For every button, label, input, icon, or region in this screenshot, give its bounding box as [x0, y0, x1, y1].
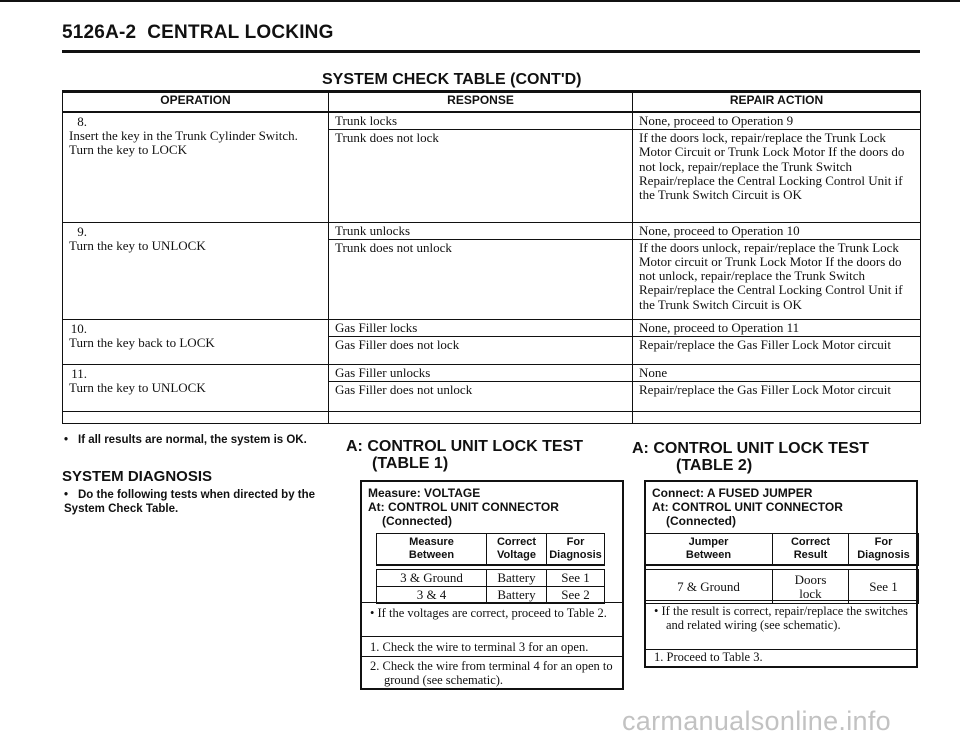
- header-rule: [62, 50, 920, 53]
- response-ok: Gas Filler locks: [329, 320, 632, 337]
- system-check-table: [62, 90, 921, 424]
- repair-fail: If the doors lock, repair/replace the Trunk Lock Motor Circuit or Trunk Lock Motor If the doors do not lock, repair/replace the Trunk Switch Repair/replace the Central Locking Control Unit if the Trunk Switch Circuit is OK: [639, 130, 905, 203]
- test1-note: • If the voltages are correct, proceed to Table 2.: [370, 606, 607, 620]
- repair-fail: Repair/replace the Gas Filler Lock Motor circuit: [639, 336, 891, 352]
- table-row: [63, 112, 921, 222]
- response-cell: [329, 364, 633, 411]
- table-row: 7 & Ground Doors lock See 1: [645, 570, 919, 604]
- repair-fail: Repair/replace the Gas Filler Lock Motor circuit: [639, 381, 891, 397]
- test2-col-result: Correct Result: [773, 534, 849, 566]
- operation-cell: 9.Turn the key to UNLOCK: [63, 222, 329, 319]
- test2-note: • If the result is correct, repair/replace the switches and related wiring (see schematic).: [654, 604, 908, 632]
- repair-cell: [633, 222, 921, 319]
- table-row: 3 & 4 Battery See 2: [377, 587, 605, 604]
- test2-box: [644, 480, 918, 668]
- col-repair: REPAIR ACTION: [633, 92, 921, 113]
- page-header: [62, 22, 334, 44]
- test2-table: [644, 533, 919, 604]
- repair-ok: None, proceed to Operation 10: [633, 223, 920, 240]
- test2-connect: Connect: A FUSED JUMPER: [652, 486, 813, 500]
- test1-at: At: CONTROL UNIT CONNECTOR: [368, 500, 559, 514]
- repair-ok: None, proceed to Operation 9: [633, 113, 920, 130]
- test1-title: A: CONTROL UNIT LOCK TEST (TABLE 1): [346, 438, 584, 472]
- test2-connected: (Connected): [666, 514, 736, 528]
- table-row: [63, 222, 921, 319]
- repair-cell: [633, 319, 921, 364]
- top-border: [0, 0, 960, 8]
- response-fail: Gas Filler does not unlock: [335, 381, 473, 397]
- test1-separator: [362, 656, 622, 657]
- response-ok: Gas Filler unlocks: [329, 365, 632, 382]
- test2-col-between: Jumper Between: [645, 534, 773, 566]
- operation-cell: 11.Turn the key to UNLOCK: [63, 364, 329, 411]
- response-fail: Gas Filler does not lock: [335, 336, 460, 352]
- col-operation: OPERATION: [63, 92, 329, 113]
- repair-cell: [633, 364, 921, 411]
- table-empty-row: [63, 411, 921, 423]
- test2-title: A: CONTROL UNIT LOCK TEST (TABLE 2): [632, 440, 870, 474]
- response-cell: [329, 112, 633, 222]
- operation-cell: 10.Turn the key back to LOCK: [63, 319, 329, 364]
- section-title: CENTRAL LOCKING: [147, 22, 334, 43]
- test1-separator: [362, 602, 622, 603]
- test1-col-diagnosis: For Diagnosis: [547, 534, 605, 566]
- test1-separator: [362, 636, 622, 637]
- response-ok: Trunk locks: [329, 113, 632, 130]
- table-row: 3 & Ground Battery See 1: [377, 570, 605, 587]
- test1-connected: (Connected): [382, 514, 452, 528]
- system-diagnosis-title: SYSTEM DIAGNOSIS: [62, 468, 213, 485]
- test1-table: [376, 533, 605, 604]
- table-title: SYSTEM CHECK TABLE (CONT'D): [322, 71, 582, 88]
- repair-ok: None, proceed to Operation 11: [633, 320, 920, 337]
- table-row: [63, 319, 921, 364]
- test1-step1: 1. Check the wire to terminal 3 for an open.: [370, 640, 589, 654]
- table-row: [63, 364, 921, 411]
- test1-measure: Measure: VOLTAGE: [368, 486, 481, 500]
- watermark: carmanualsonline.info: [622, 706, 891, 736]
- response-cell: [329, 222, 633, 319]
- test2-at: At: CONTROL UNIT CONNECTOR: [652, 500, 843, 514]
- col-response: RESPONSE: [329, 92, 633, 113]
- response-cell: [329, 319, 633, 364]
- response-fail: Trunk does not unlock: [335, 239, 452, 255]
- operation-cell: 8.Insert the key in the Trunk Cylinder Switch. Turn the key to LOCK: [63, 112, 329, 222]
- page-code: 5126A-2: [62, 22, 137, 43]
- test1-col-voltage: Correct Voltage: [487, 534, 547, 566]
- test2-col-diagnosis: For Diagnosis: [849, 534, 919, 566]
- repair-cell: [633, 112, 921, 222]
- system-diagnosis-text: • Do the following tests when directed by the System Check Table.: [64, 489, 316, 515]
- test2-separator: [646, 600, 916, 601]
- test1-col-between: Measure Between: [377, 534, 487, 566]
- table-header-row: [63, 92, 921, 113]
- test2-step1: 1. Proceed to Table 3.: [654, 650, 763, 664]
- test1-box: [360, 480, 624, 690]
- repair-fail: If the doors unlock, repair/replace the Trunk Lock Motor circuit or Trunk Lock Motor If the doors do not unlock, repair/replace the Trunk Switch Repair/replace the Central Locking Control Unit if the Trunk Switch Circuit is OK: [639, 239, 903, 312]
- response-ok: Trunk unlocks: [329, 223, 632, 240]
- repair-ok: None: [633, 365, 920, 382]
- response-fail: Trunk does not lock: [335, 130, 439, 146]
- test1-step2: 2. Check the wire from terminal 4 for an open to ground (see schematic).: [370, 659, 613, 687]
